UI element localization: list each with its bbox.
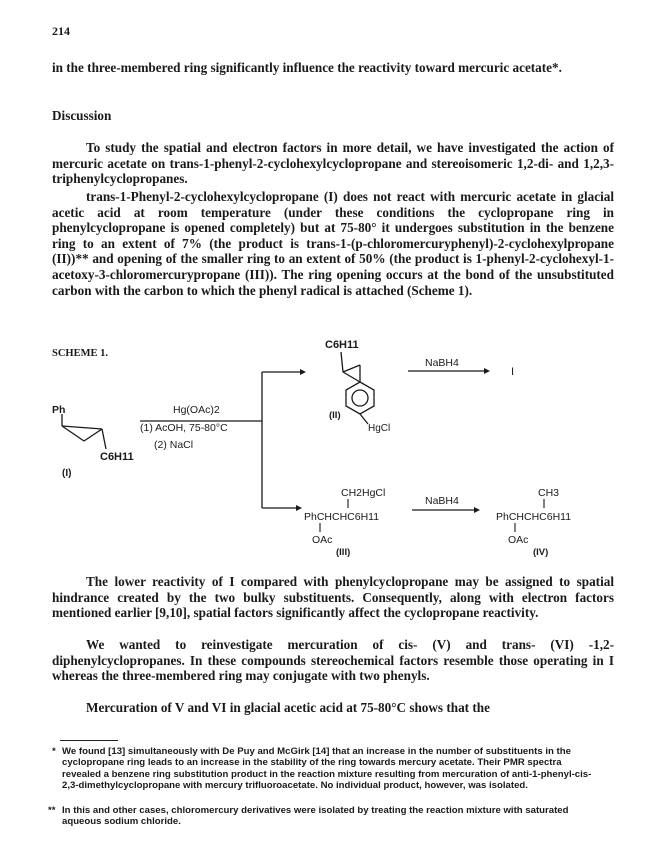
paragraph-5: Mercuration of V and VI in glacial acetic acid at 75-80°C shows that the <box>86 700 490 715</box>
product-ii-hgcl-label: HgCl <box>368 423 391 434</box>
product-iii-top-label: CH2HgCl <box>341 487 386 499</box>
product-iii-id: (III) <box>336 547 351 558</box>
product-ii-c6h11-label: C6H11 <box>325 339 359 351</box>
arrow-head-top <box>300 369 306 375</box>
product-ii-structure <box>341 352 374 424</box>
footnote-2-mark: ** <box>48 805 56 816</box>
reactant-id: (I) <box>62 468 72 479</box>
footnote-2 <box>48 805 602 828</box>
reduction-reagent-bottom: NaBH4 <box>425 495 459 507</box>
paragraph-4: We wanted to reinvestigate mercuration of cis- (V) and trans- (VI) -1,2-diphenylcyclopropanes. In these compounds stereochemical factors resemble those operating in I whereas the three-membered ring may conjugate with two phenyls. <box>52 637 614 684</box>
product-iv-oac-label: OAc <box>508 534 529 546</box>
paragraph-2: trans-1-Phenyl-2-cyclohexylcyclopropane (I) does not react with mercuric acetate in glacial acetic acid at room temperature (under these conditions the cyclopropane ring in phenylcyclopropane is opened completely) but at 75-80° it undergoes substitution in the benzene ring to an extent of 7% (the product is trans-1-(p-chloromercuryphenyl)-2-cyclohexylpropane (II))** and opening of the smaller ring to an extent of 50% (the product is 1-phenyl-2-cyclohexyl-1-acetoxy-3-chloromercurypropane (III)). The ring opening occurs at the bond of the unsubstituted carbon with the carbon to which the phenyl radical is attached (Scheme 1). <box>52 189 614 298</box>
footnote-1 <box>52 746 602 792</box>
product-from-ii: I <box>511 366 515 378</box>
product-ii-id: (II) <box>329 410 341 421</box>
reduction-arrow-bottom-head <box>474 507 480 513</box>
product-iii-main-label: PhCHCHC6H11 <box>304 511 380 523</box>
footnote-1-text: We found [13] simultaneously with De Puy and McGirk [14] that an increase in the number of substituents in the cyclopropane ring leads to an increase in the stability of the ring towards mercury acetate. Their PMR spectra revealed a benzene ring substitution product in the reaction mixture resulting from mercuration of anti-1-phenyl-cis-2,3-dimethylcyclopropane with mercury trifluoroacetate. No individual product, however, was isolated. <box>62 746 592 792</box>
reduction-arrow-top-head <box>484 368 490 374</box>
arrow-head-bottom <box>296 505 302 511</box>
footnote-1-mark: * <box>52 746 56 757</box>
scheme-label: SCHEME 1. <box>52 348 109 359</box>
condition-step2: (2) NaCl <box>154 439 194 451</box>
paragraph-1: To study the spatial and electron factors in more detail, we have investigated the action of mercuric acetate on trans-1-phenyl-2-cyclohexylcyclopropane and stereoisomeric 1,2-di- and 1,2,3-triphenylcyclopropanes. <box>52 140 614 187</box>
condition-reagent: Hg(OAc)2 <box>173 404 220 416</box>
intro-paragraph: in the three-membered ring significantly influence the reactivity toward mercuric acetate*. <box>52 60 562 75</box>
page-number: 214 <box>52 24 70 38</box>
section-heading: Discussion <box>52 108 112 123</box>
footnote-2-text: In this and other cases, chloromercury derivatives were isolated by treating the reaction mixture with saturated aqueous sodium chloride. <box>62 805 569 828</box>
paragraph-3: The lower reactivity of I compared with phenylcyclopropane may be assigned to spatial hindrance created by the two bulky substituents. Consequently, along with electron factors mentioned earlier [9,10], spatial factors significantly affect the cyclopropane reactivity. <box>52 574 614 621</box>
reactant-c6h11-label: C6H11 <box>100 451 134 463</box>
reactant-ph-label: Ph <box>52 404 66 416</box>
product-iv-id: (IV) <box>533 547 549 558</box>
product-iv-top-label: CH3 <box>538 487 560 499</box>
reduction-reagent-top: NaBH4 <box>425 357 459 369</box>
product-iv-main-label: PhCHCHC6H11 <box>496 511 572 523</box>
condition-step1: (1) AcOH, 75-80°C <box>140 422 228 434</box>
reactant-i-structure <box>62 414 106 449</box>
product-iii-oac-label: OAc <box>312 534 333 546</box>
footnote-rule <box>60 740 118 741</box>
